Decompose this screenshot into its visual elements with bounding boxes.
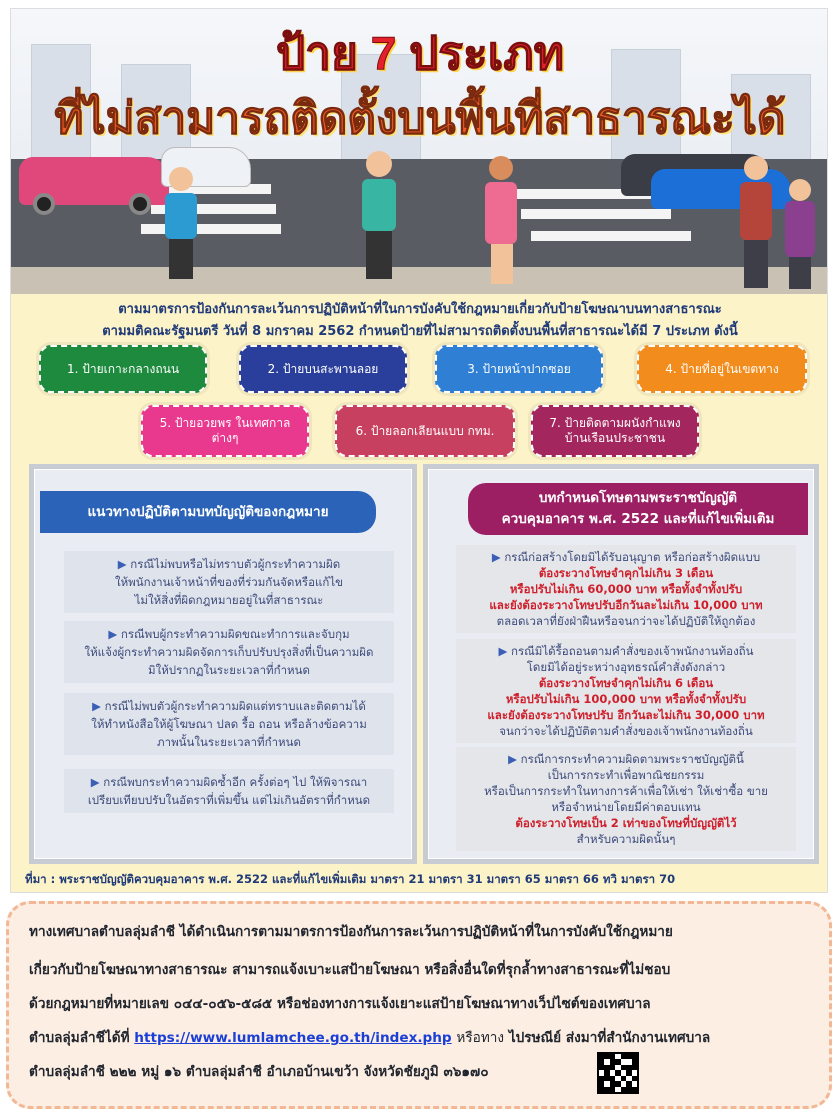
right-panel (423, 464, 819, 864)
website-link[interactable]: https://www.lumlamchee.go.th/index.php (134, 1030, 452, 1046)
guideline-item: ▶ กรณีไม่พบหรือไม่ทราบตัวผู้กระทำความผิด ให้พนักงานเจ้าหน้าที่ของที่ร่วมกันจัดหรือแก้ไข ไม่ให้สิ่งที่ผิดกฎหมายอยู่ในที่สาธารณะ (64, 551, 394, 613)
penalty-item: ▶ กรณีก่อสร้างโดยมิได้รับอนุญาต หรือก่อสร้างผิดแบบ ต้องระวางโทษจำคุกไม่เกิน 3 เดือน หรือปรับไม่เกิน 60,000 บาท หรือทั้งจำทั้งปรับ และยังต้องระวางโทษปรับอีกวันละไม่เกิน 10,000 บาท ตลอดเวลาที่ยังฝ่าฝืนหรือจนกว่าจะได้ปฏิบัติให้ถูกต้อง (456, 545, 796, 633)
notice-line-3: ด้วยกฎหมายที่หมายเลข ๐๔๔-๐๕๖-๕๘๕ หรือช่องทางการแจ้งเยาะแสป้ายโฆษณาทางเว็ปไซต์ของเทศบาล (29, 996, 651, 1012)
left-panel-heading: แนวทางปฏิบัติตามบทบัญญัติของกฎหมาย (40, 491, 376, 533)
guideline-item: ▶ กรณีไม่พบตัวผู้กระทำความผิดแต่ทราบและติดตามได้ ให้ทำหนังสือให้ผู้โฆษณา ปลด รื้อ ถอน หรือล้างข้อความ ภาพนั้นในระยะเวลาที่กำหนด (64, 693, 394, 755)
title-line-2: ที่ไม่สามารถติดตั้งบนพื้นที่สาธารณะได้ (54, 94, 786, 143)
wheel-icon (33, 193, 55, 215)
left-panel (29, 464, 417, 864)
crosswalk-stripe (521, 209, 671, 219)
wheel-icon (129, 193, 151, 215)
crosswalk-stripe (531, 231, 691, 241)
category-7: 7. ป้ายติดตามผนังกำแพง บ้านเรือนประชาชน (531, 405, 699, 457)
qr-code-icon[interactable] (597, 1052, 639, 1094)
pedestrian-icon (161, 159, 201, 279)
title-line-1: ป้าย 7 ประเภท (275, 27, 565, 79)
category-6: 6. ป้ายลอกเลียนแบบ กทม. (335, 405, 515, 457)
pedestrian-icon (736, 154, 776, 289)
pedestrian-icon (481, 154, 521, 284)
category-5: 5. ป้ายอวยพร ในเทศกาลต่างๆ (141, 405, 309, 457)
category-1: 1. ป้ายเกาะกลางถนน (39, 345, 207, 393)
penalty-item: ▶ กรณีมิได้รื้อถอนตามคำสั่งของเจ้าพนักงานท้องถิ่น โดยมิได้อยู่ระหว่างอุทธรณ์คำสั่งดังกล่าว ต้องระวางโทษจำคุกไม่เกิน 6 เดือน หรือปรับไม่เกิน 100,000 บาท หรือทั้งจำทั้งปรับ และยังต้องระวางโทษปรับ อีกวันละไม่เกิน 30,000 บาท จนกว่าจะได้ปฏิบัติตามคำสั่งของเจ้าพนักงานท้องถิ่น (456, 639, 796, 743)
street-illustration (11, 9, 828, 294)
intro-text (11, 299, 828, 343)
notice-line-2: เกี่ยวกับป้ายโฆษณาทางสาธารณะ สามารถแจ้งเบาะแสป้ายโฆษณา หรือสิ่งอื่นใดที่รุกล้ำทางสาธารณะที่ไม่ชอบ (29, 962, 671, 978)
sidewalk (11, 267, 828, 294)
pedestrian-icon (356, 149, 401, 279)
intro-line-2: ตามมติคณะรัฐมนตรี วันที่ 8 มกราคม 2562 กำหนดป้ายที่ไม่สามารถติดตั้งบนพื้นที่สาธารณะได้มี 7 ประเภท ดังนี้ (102, 324, 738, 339)
guideline-item: ▶ กรณีพบผู้กระทำความผิดขณะทำการและจับกุม ให้แจ้งผู้กระทำความผิดจัดการเก็บปรับปรุงสิ่งที่เป็นความผิด มิให้ปรากฏในระยะเวลาที่กำหนด (64, 621, 394, 683)
guideline-item: ▶ กรณีพบกระทำความผิดซ้ำอีก ครั้งต่อๆ ไป ให้พิจารณา เปรียบเทียบปรับในอัตราที่เพิ่มขึ้น แต่ไม่เกินอัตราที่กำหนด (64, 769, 394, 813)
notice-line-1: ทางเทศบาลตำบลลุ่มลำชี ได้ดำเนินการตามมาตรการป้องกันการละเว้นการปฏิบัติหน้าที่ในการบังคับใช้กฎหมาย (29, 924, 673, 940)
notice-line-5: ตำบลลุ่มลำชี ๒๒๒ หมู่ ๑๖ ตำบลลุ่มลำชี อำเภอบ้านเขว้า จังหวัดชัยภูมิ ๓๖๑๗๐ (29, 1064, 489, 1080)
intro-line-1: ตามมาตรการป้องกันการละเว้นการปฏิบัติหน้าที่ในการบังคับใช้กฎหมายเกี่ยวกับป้ายโฆษณาบนทางสาธารณะ (118, 302, 722, 317)
pedestrian-icon (781, 177, 819, 289)
category-2: 2. ป้ายบนสะพานลอย (239, 345, 407, 393)
category-3: 3. ป้ายหน้าปากซอย (435, 345, 603, 393)
notice-line-4: ตำบลลุ่มลำชีได้ที่ https://www.lumlamchee.go.th/index.php หรือทาง ไปรษณีย์ ส่งมาที่สำนักงานเทศบาล (29, 1030, 711, 1046)
source-citation: ที่มา : พระราชบัญญัติควบคุมอาคาร พ.ศ. 2522 และที่แก้ไขเพิ่มเติม มาตรา 21 มาตรา 31 มาตรา 65 มาตรา 66 ทวิ มาตรา 70 (25, 872, 676, 886)
penalty-item: ▶ กรณีการกระทำความผิดตามพระราชบัญญัตินี้ เป็นการกระทำเพื่อพาณิชยกรรม หรือเป็นการกระทำในทางการค้าเพื่อให้เช่า ให้เช่าซื้อ ขาย หรือจำหน่ายโดยมีค่าตอบแทน ต้องระวางโทษเป็น 2 เท่าของโทษที่บัญญัติไว้ สำหรับความผิดนั้นๆ (456, 747, 796, 851)
category-4: 4. ป้ายที่อยู่ในเขตทาง (637, 345, 807, 393)
right-panel-heading: บทกำหนดโทษตามพระราชบัญญัติ ควบคุมอาคาร พ.ศ. 2522 และที่แก้ไขเพิ่มเติม (468, 483, 808, 535)
poster (10, 8, 828, 893)
notice-box (6, 901, 832, 1109)
